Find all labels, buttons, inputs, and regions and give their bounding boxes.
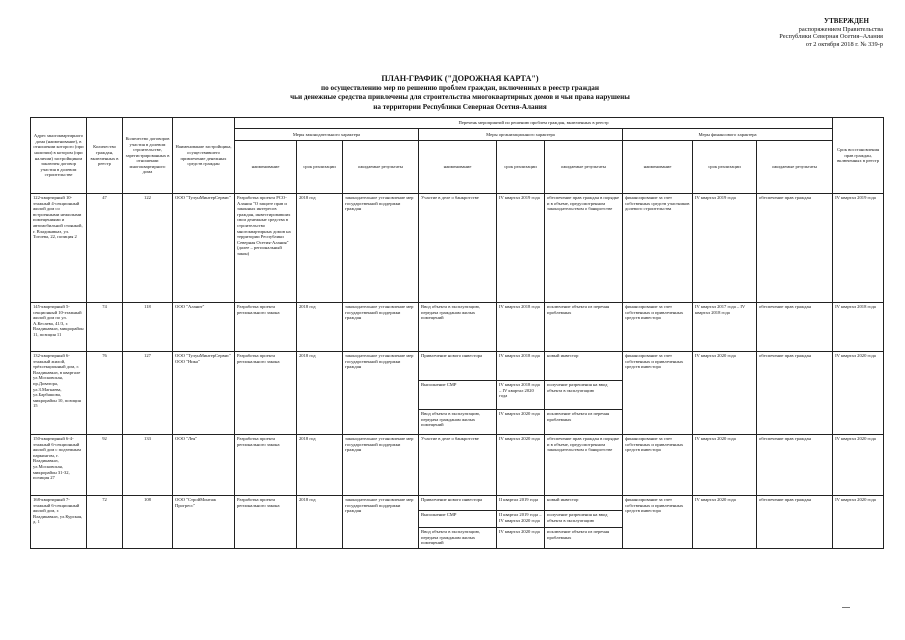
cell-org-result: получение разрешения на ввод объекта в эксплуатацию [545, 511, 623, 528]
cell-developer: ООО "Лея" [173, 435, 235, 496]
cell-deadline: IV квартал 2020 года [833, 352, 884, 435]
cell-developer: ООО "ТулунМинтерСервис" ООО "Ника" [173, 352, 235, 435]
title-line: чьи денежные средства привлечены для строительства многоквартирных домов и чьи права нарушены [290, 93, 630, 102]
cell-org-term: IV квартал 2020 года [497, 435, 545, 496]
cell-org-result: обеспечение прав граждан в порядке и в объеме, предусмотренном законодательством о банкротстве [545, 194, 623, 303]
scan-mark [842, 607, 850, 608]
cell-legal-name: Разработка проекта регионального закона [235, 435, 297, 496]
table-row [31, 496, 884, 511]
cell-legal-result: законодательное установление мер государственной поддержки граждан [343, 194, 419, 303]
cell-legal-result: законодательное установление мер государственной поддержки граждан [343, 435, 419, 496]
header-fin: Меры финансового характера [623, 129, 833, 141]
cell-org-result: исключение объекта из перечня проблемных [545, 410, 623, 435]
cell-legal-result: законодательное установление мер государственной поддержки граждан [343, 496, 419, 549]
cell-legal-term: 2018 год [297, 352, 343, 435]
cell-org-name: Привлечение нового инвестора [419, 352, 497, 381]
cell-legal-term: 2018 год [297, 496, 343, 549]
cell-org-result: получение разрешения на ввод объекта в эксплуатацию [545, 381, 623, 410]
cell-fin-name: финансирование за счет собственных и привлеченных средств инвестора [623, 496, 693, 549]
cell-fin-result: обеспечение прав граждан [757, 435, 833, 496]
cell-fin-name: финансирование за счет собственных средств участников долевого строительства [623, 194, 693, 303]
cell-legal-result: законодательное установление мер государственной поддержки граждан [343, 352, 419, 435]
cell-org-term: IV квартал 2020 года [497, 410, 545, 435]
cell-fin-term: IV квартал 2019 года [693, 194, 757, 303]
cell-citizens: 76 [87, 352, 123, 435]
cell-citizens: 47 [87, 194, 123, 303]
header-name: наименование [623, 141, 693, 194]
cell-org-name: Привлечение нового инвестора [419, 496, 497, 511]
cell-contracts: 133 [123, 435, 173, 496]
header-term: срок реализации [497, 141, 545, 194]
cell-org-name: Выполнение СМР [419, 381, 497, 410]
cell-contracts: 122 [123, 194, 173, 303]
cell-org-term: II квартал 2019 года [497, 496, 545, 511]
cell-org-result: новый инвестор [545, 496, 623, 511]
cell-contracts: 127 [123, 352, 173, 435]
cell-legal-term: 2018 год [297, 303, 343, 352]
header-org: Меры организационного характера [419, 129, 623, 141]
cell-org-name: Выполнение СМР [419, 511, 497, 528]
cell-fin-result: обеспечение прав граждан [757, 303, 833, 352]
title-main: ПЛАН-ГРАФИК ("ДОРОЖНАЯ КАРТА") [381, 74, 539, 83]
table-row [31, 435, 884, 496]
cell-fin-name: финансирование за счет собственных и привлеченных средств инвестора [623, 435, 693, 496]
cell-fin-result: обеспечение прав граждан [757, 496, 833, 549]
header-term: срок реализации [297, 141, 343, 194]
approval-heading: УТВЕРЖДЕН [823, 17, 869, 25]
cell-developer: ООО "ТулунМинтерСервис" [173, 194, 235, 303]
document-title [230, 74, 690, 112]
cell-contracts: 118 [123, 303, 173, 352]
cell-fin-result: обеспечение прав граждан [757, 194, 833, 303]
cell-legal-name: Разработка проекта РСО-Алания "О защите прав и законных интересов граждан, инвестировавших свои денежные средства в строительство многоквартирных домов на территории Республики Северная Осетия-Алания" (далее – региональный закон) [235, 194, 297, 303]
approval-block [748, 18, 883, 48]
title-line: на территории Республики Северная Осетия-Алания [373, 102, 547, 111]
cell-object: 145-квартирный 5-секционный 10-этажный жилой дом по ул. А.Кесаева, 41/3, г. Владикавказ, микрорайон 11, позиция 11 [31, 303, 87, 352]
title-line: по осуществлению мер по решению проблем граждан, включенных в реестр граждан [321, 83, 599, 92]
cell-org-name: Ввод объекта в эксплуатацию, передача гражданам жилых помещений [419, 410, 497, 435]
header-result: ожидаемые результаты [343, 141, 419, 194]
cell-fin-term: IV квартал 2020 года [693, 496, 757, 549]
cell-legal-result: законодательное установление мер государственной поддержки граждан [343, 303, 419, 352]
table-row [31, 352, 884, 381]
cell-fin-term: IV квартал 2017 года – IV квартал 2018 года [693, 303, 757, 352]
cell-legal-name: Разработка проекта регионального закона [235, 496, 297, 549]
cell-citizens: 92 [87, 435, 123, 496]
roadmap-table [30, 117, 884, 549]
cell-org-name: Ввод объекта в эксплуатацию, передача гражданам жилых помещений [419, 528, 497, 549]
header-measures: Перечень мероприятий по решению проблем граждан, включенных в реестр [235, 118, 833, 129]
cell-developer: ООО "Аланит" [173, 303, 235, 352]
table-row [31, 303, 884, 352]
cell-org-term: IV квартал 2019 года [497, 194, 545, 303]
cell-org-name: Ввод объекта в эксплуатацию, передача гражданам жилых помещений [419, 303, 497, 352]
header-name: наименование [419, 141, 497, 194]
cell-legal-term: 2018 год [297, 194, 343, 303]
table-row [31, 194, 884, 303]
header-contracts: Количество договоров участия в долевом строительстве, зарегистрированных в отношении многоквартирного дома [123, 118, 173, 194]
cell-org-name: Участие в деле о банкротстве [419, 435, 497, 496]
cell-object: 122-квартирный 10-этажный 4-секционный жилой дом со встроенными нежилыми помещениями и автомобильной стоянкой, г. Владикавказ, ул. Тогоева, 22, позиция 2 [31, 194, 87, 303]
cell-citizens: 74 [87, 303, 123, 352]
cell-org-name: Участие в деле о банкротстве [419, 194, 497, 303]
cell-org-result: обеспечение прав граждан в порядке и в объеме, предусмотренном законодательством о банкротстве [545, 435, 623, 496]
cell-org-term: IV квартал 2020 года [497, 528, 545, 549]
cell-deadline: IV квартал 2020 года [833, 496, 884, 549]
cell-developer: ООО "СтройМонтаж Прогресс" [173, 496, 235, 549]
header-term: срок реализации [693, 141, 757, 194]
cell-deadline: IV квартал 2019 года [833, 194, 884, 303]
cell-org-term: IV квартал 2018 года [497, 352, 545, 381]
cell-legal-name: Разработка проекта регионального закона [235, 352, 297, 435]
cell-legal-name: Разработка проекта регионального закона [235, 303, 297, 352]
header-citizens: Количество граждан, включенных в реестр [87, 118, 123, 194]
cell-object: 132-квартирный 6-этажный жилой, трёхсекционный дом, г. Владикавказ, в квартале ул.Московская, пр.Доватора, ул.З.Магкаева, ул.Барбашова, микрорайон 10, позиция 15 [31, 352, 87, 435]
cell-org-term: II квартал 2019 года – IV квартал 2020 года [497, 511, 545, 528]
header-result: ожидаемые результаты [545, 141, 623, 194]
header-name: наименование [235, 141, 297, 194]
header-developer: Наименование застройщика, осуществившего привлечение денежных средств граждан [173, 118, 235, 194]
cell-fin-term: IV квартал 2020 года [693, 435, 757, 496]
header-deadline: Срок восстановления прав граждан, включенных в реестр [833, 118, 884, 194]
cell-org-term: IV квартал 2018 года – IV квартал 2020 года [497, 381, 545, 410]
cell-org-result: новый инвестор [545, 352, 623, 381]
cell-contracts: 108 [123, 496, 173, 549]
cell-org-result: исключение объекта из перечня проблемных [545, 528, 623, 549]
header-result: ожидаемые результаты [757, 141, 833, 194]
cell-fin-name: финансирование за счет собственных и привлеченных средств инвестора [623, 303, 693, 352]
cell-object: 150-квартирный 6-4-этажный 6-секционный жилой дом с подземным паркингом, г. Владикавказ, ул.Московская, микрорайон 31-32, позиция 27 [31, 435, 87, 496]
cell-org-result: исключение объекта из перечня проблемных [545, 303, 623, 352]
cell-legal-term: 2018 год [297, 435, 343, 496]
header-object: Адрес многоквартирного дома (наименование), в отношении которого (при наличии) в котором (при наличии) застройщиком заключен договор участия в долевом строительстве [31, 118, 87, 194]
approval-line: распоряжением Правительства [798, 25, 883, 33]
cell-fin-term: IV квартал 2020 года [693, 352, 757, 435]
cell-fin-name: финансирование за счет собственных и привлеченных средств инвестора [623, 352, 693, 435]
approval-line: Республики Северная Осетия–Алания [779, 33, 883, 41]
cell-fin-result: обеспечение прав граждан [757, 352, 833, 435]
header-legal: Меры законодательного характера [235, 129, 419, 141]
cell-org-term: IV квартал 2018 года [497, 303, 545, 352]
cell-deadline: IV квартал 2018 года [833, 303, 884, 352]
cell-object: 168-квартирный 7-этажный 6-секционный жилой дом, г. Владикавказ, ул.Курская, д. 1 [31, 496, 87, 549]
cell-deadline: IV квартал 2020 года [833, 435, 884, 496]
cell-citizens: 72 [87, 496, 123, 549]
approval-date: от 2 октября 2018 г. № 339-р [805, 40, 883, 48]
